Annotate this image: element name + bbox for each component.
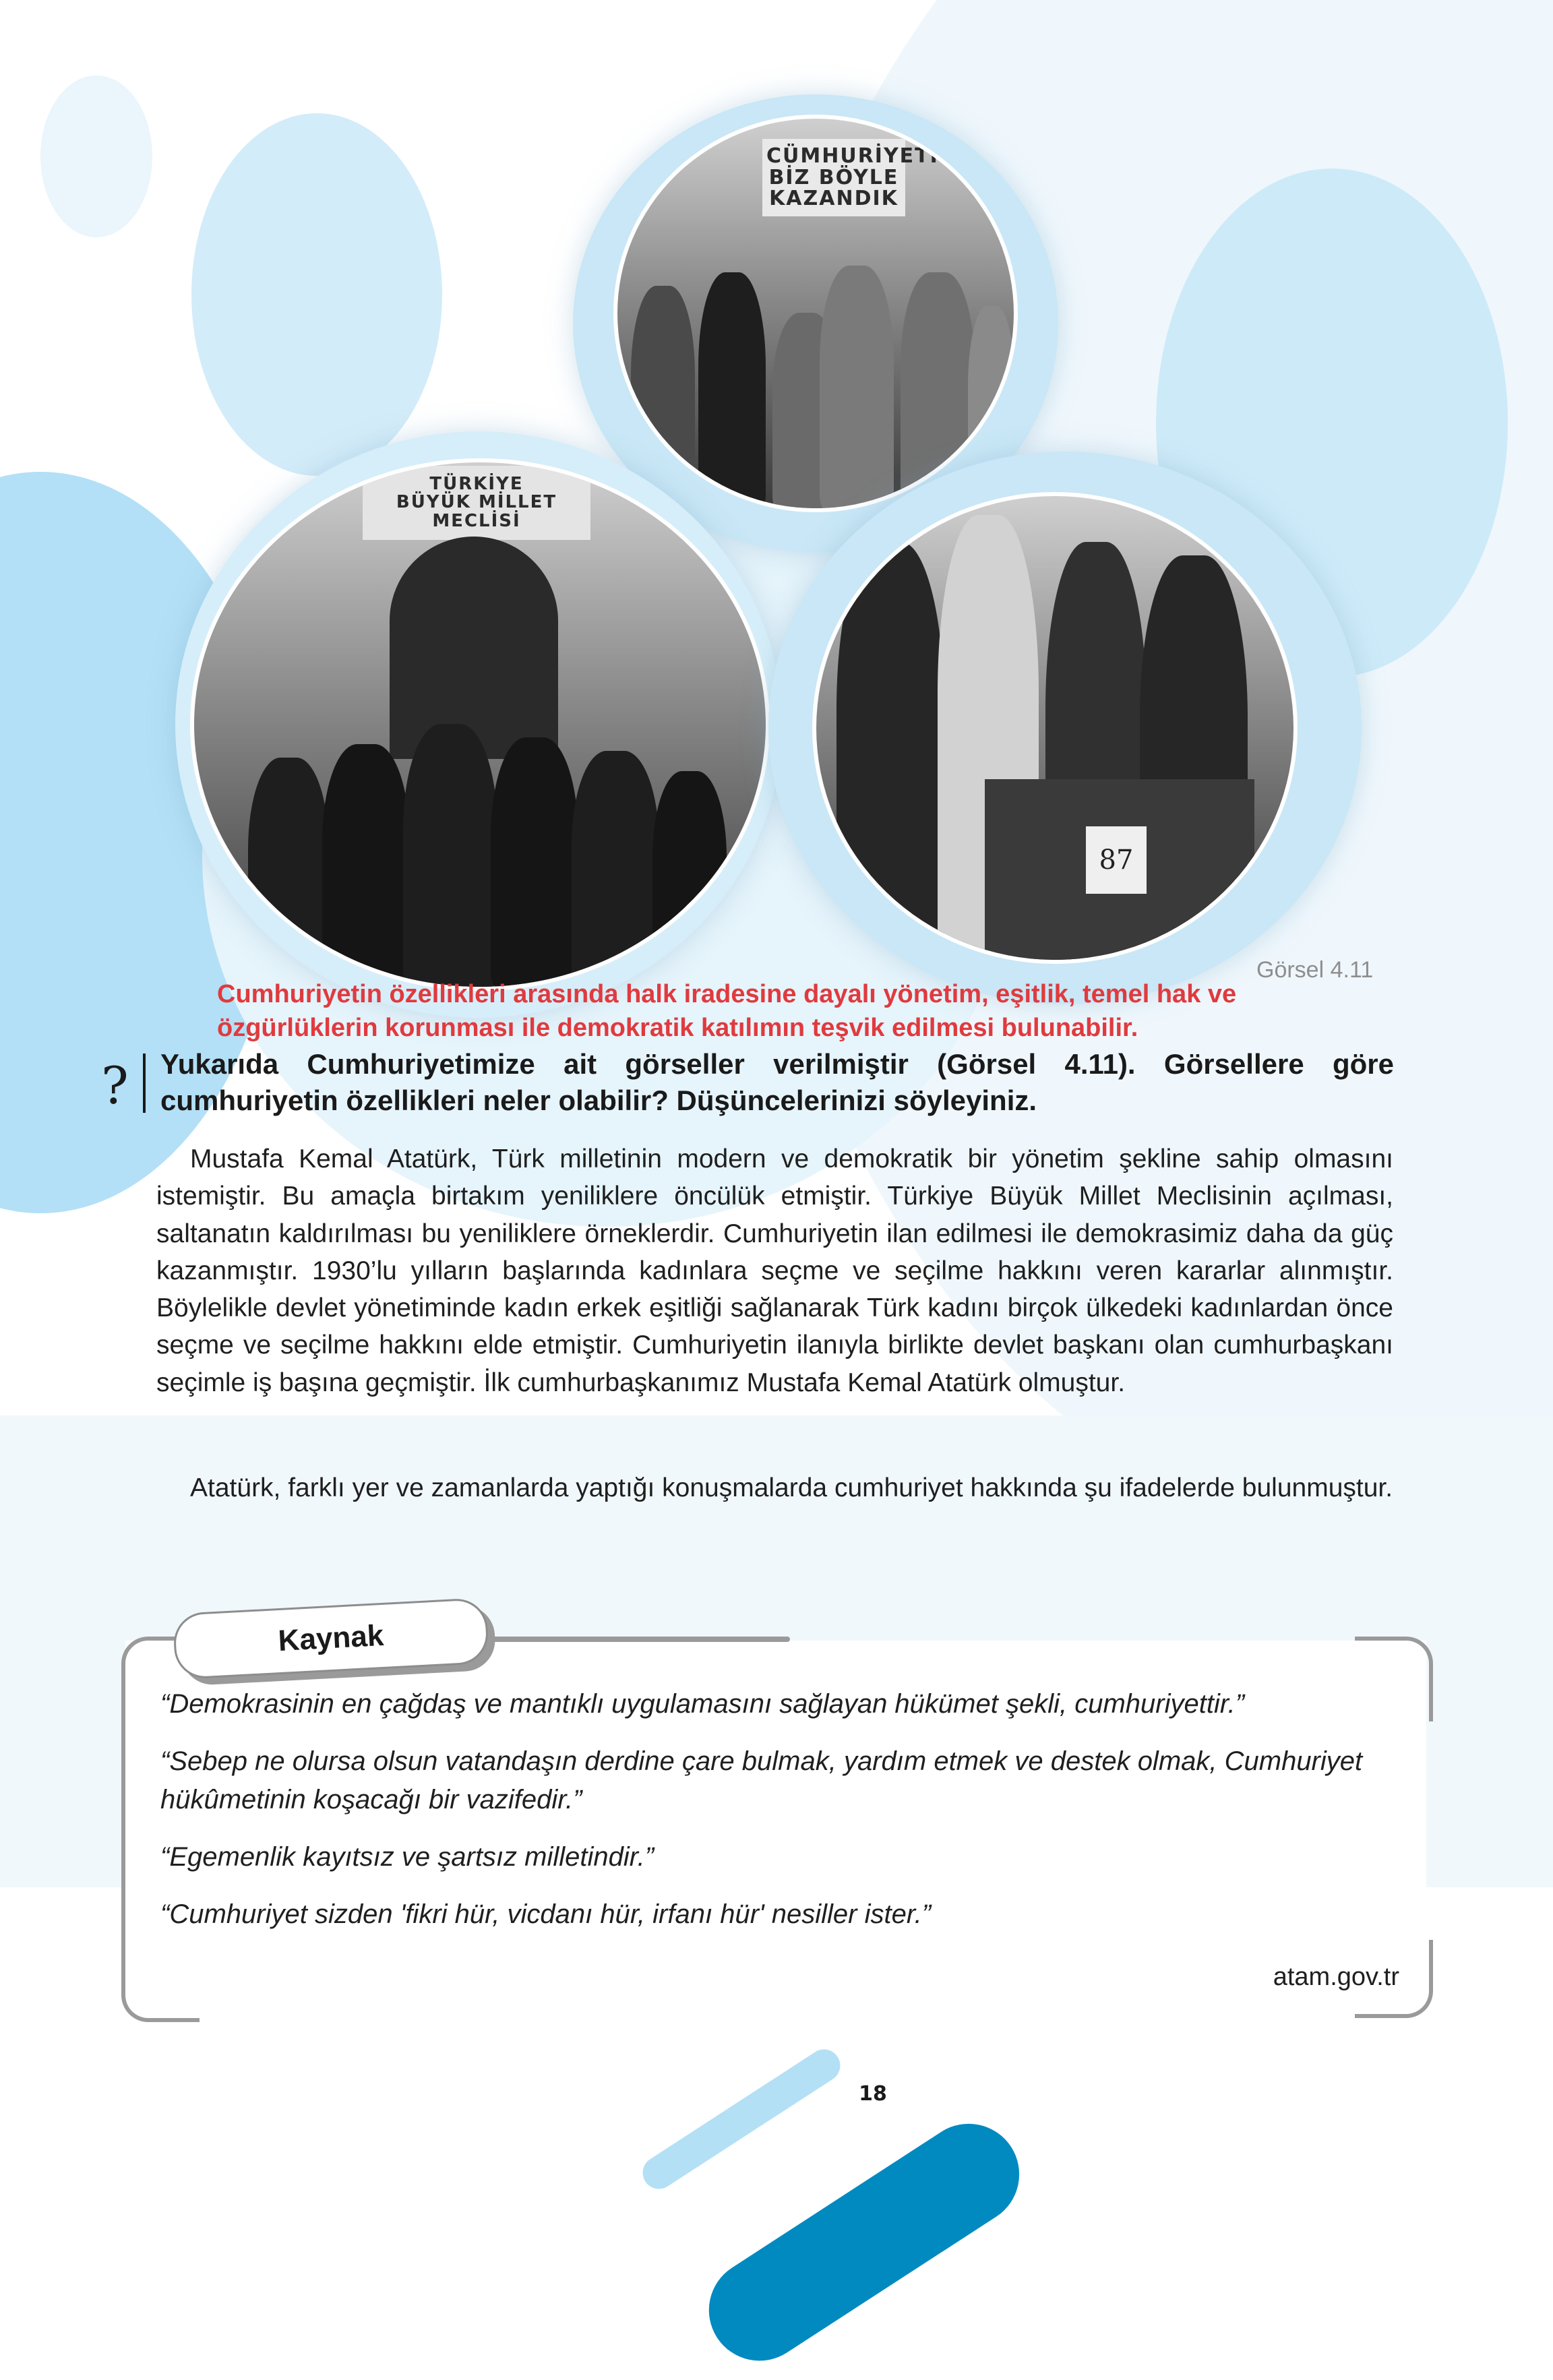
photo-people (194, 717, 766, 987)
ballot-box: 87 (985, 779, 1254, 964)
decor-circle-small (40, 75, 152, 237)
photo-sign: TÜRKİYE BÜYÜK MİLLET MECLİSİ (363, 466, 590, 540)
quote: “Egemenlik kayıtsız ve şartsız milletindir.” (160, 1842, 654, 1872)
figure-label: Görsel 4.11 (1256, 957, 1374, 983)
page-decor-strip-light (636, 2043, 846, 2195)
page-decor-strip (690, 2104, 1039, 2380)
photo-villagers (613, 115, 1018, 512)
photo-sign: CÜMHURİYETİ BİZ BÖYLE KAZANDIK (762, 139, 905, 216)
source-link: atam.gov.tr (1273, 1963, 1399, 1991)
photo-voting (812, 492, 1298, 964)
question-text: Yukarıda Cumhuriyetimize ait görseller verilmiştir (Görsel 4.11). Görsellere göre cumhuriyetin özellikleri neler olabilir? Düşüncelerinizi söyleyiniz. (160, 1048, 1394, 1116)
quote: “Demokrasinin en çağdaş ve mantıklı uygulamasını sağlayan hükümet şekli, cumhuriyettir.” (160, 1689, 1245, 1719)
kaynak-title: Kaynak (277, 1618, 385, 1658)
kaynak-box-top-border (472, 1637, 790, 1642)
page-number-badge (847, 2064, 899, 2123)
photo-parliament (190, 458, 770, 991)
question-divider (143, 1054, 146, 1113)
body-paragraph: Atatürk, farklı yer ve zamanlarda yaptığı konuşmalarda cumhuriyet hakkında şu ifadelerde bulunmuştur. (190, 1473, 1393, 1502)
body-paragraph: Mustafa Kemal Atatürk, Türk milletinin modern ve demokratik bir yönetim şekline sahip olmasını istemiştir. Bu amaçla birtakım yeniliklere öncülük etmiştir. Türkiye Büyük Millet Meclisinin açılması, saltanatın kaldırılması bu yeniliklere örneklerdir. Cumhuriyetin ilan edilmesi ile demokrasimiz daha da güç kazanmıştır. 1930’lu yılların başlarında kadınlara seçme ve seçilme hakkını veren kararlar alınmıştır. Böylelikle devlet yönetiminde kadın erkek eşitliği sağlanarak Türk kadını birçok ülkedeki kadınlardan önce seçme ve seçilme hakkını elde etmiştir. Cumhuriyetin ilanıyla birlikte devlet başkanı olan cumhurbaşkanı seçimle iş başına geçmiştir. İlk cumhurbaşkanımız Mustafa Kemal Atatürk olmuştur. (156, 1145, 1393, 1397)
page-number: 18 (859, 2081, 887, 2106)
quote: “Sebep ne olursa olsun vatandaşın derdine çare bulmak, yardım etmek ve destek olmak, Cumhuriyet hükûmetinin koşacağı bir vazifedir.” (160, 1746, 1363, 1814)
quote: “Cumhuriyet sizden 'fikri hür, vicdanı hür, irfanı hür' nesiller ister.” (160, 1899, 932, 1929)
question-mark-icon: ? (101, 1056, 129, 1116)
decor-circle-medium (191, 113, 442, 476)
photo-people (617, 239, 1014, 508)
answer-note: Cumhuriyetin özellikleri arasında halk iradesine dayalı yönetim, eşitlik, temel hak ve özgürlüklerin korunması ile demokratik katılımın teşvik edilmesi bulunabilir. (217, 980, 1237, 1042)
